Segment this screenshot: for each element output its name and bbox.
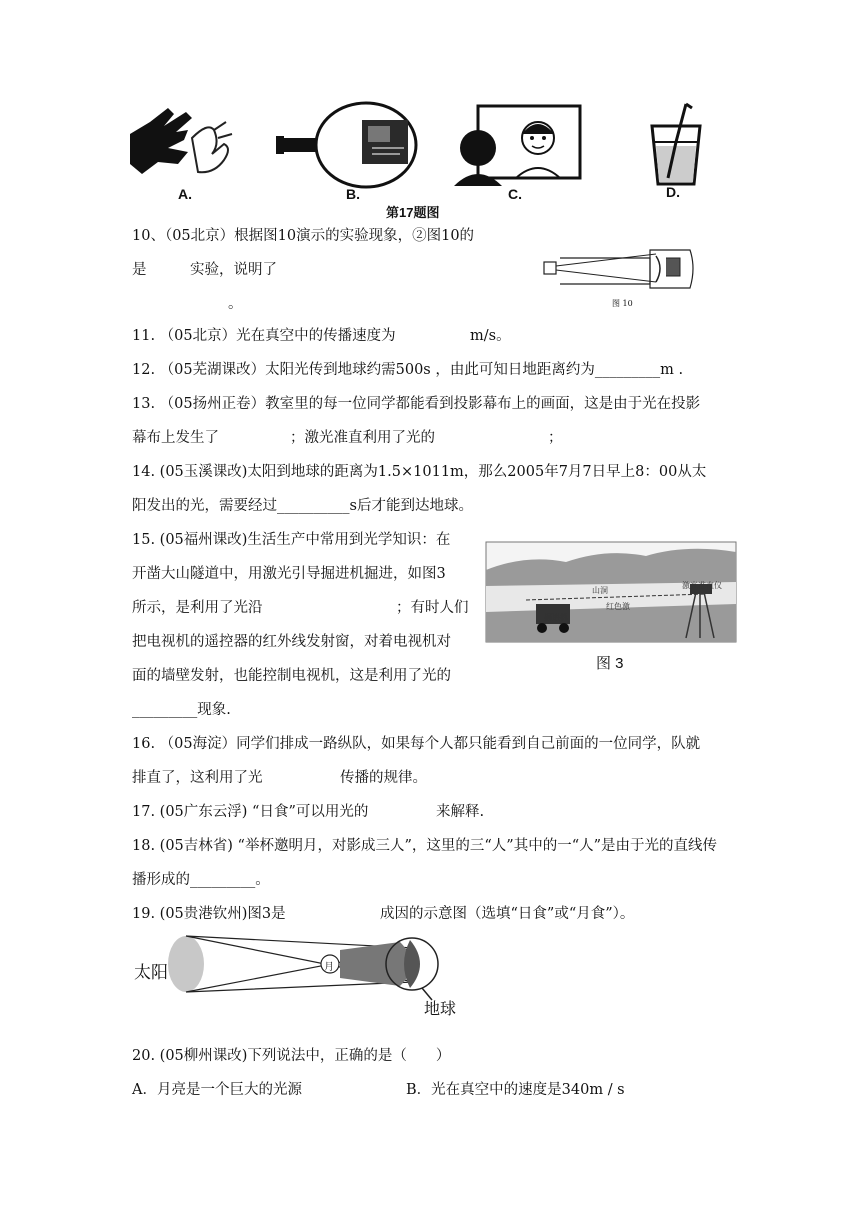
eclipse-diagram [130,934,470,1024]
q15-line3b: ；有时人们 [396,600,469,616]
q18-line2: 播形成的_________。 [132,872,270,888]
q17-tail: 来解释. [436,804,485,820]
q18-line1: 18. (05吉林省) “举杯邀明月，对影成三人”，这里的三“人”其中的一“人”是由于光的直线传 [132,838,718,854]
q19-tail: 成因的示意图（选填“日食”或“月食”）。 [380,906,635,922]
q20-option-b: B．光在真空中的速度是340m / s [406,1082,625,1098]
option-b-label: B. [346,186,360,202]
q15-line4: 把电视机的遥控器的红外线发射窗，对着电视机对 [132,634,451,650]
q17-text: 17. (05广东云浮) “日食”可以用光的 [132,804,369,820]
q15-line1: 15. (05福州课改)生活生产中常用到光学知识：在 [132,532,451,548]
q10-line3: 。 [228,296,243,312]
q15-line3a: 所示，是利用了光沿 [132,600,263,616]
option-a-label: A. [178,186,192,202]
q19-text: 19. (05贵港钦州)图3是 [132,906,286,922]
q14-line2: 阳发出的光，需要经过__________s后才能到达地球。 [132,498,473,514]
tunnel-figure-caption: 图 3 [596,655,624,672]
eclipse-moon-label: 月 [324,962,334,973]
q14-line1: 14. (05玉溪课改)太阳到地球的距离为1.5×1011m，那么2005年7月7日早上8：00从太 [132,464,707,480]
q13-line2b: ；激光准直利用了光的 [290,430,435,446]
q10-line2b: 实验，说明了 [190,262,277,278]
q13-line2c: ； [548,430,563,446]
q10-line2a: 是 [132,262,147,278]
q13-line2a: 幕布上发生了 [132,430,219,446]
figure-10-label: 图 10 [612,299,633,308]
tunnel-figure [486,542,736,642]
tunnel-label-machine: 掘进机 [544,613,568,622]
q15-line5: 面的墙壁发射，也能控制电视机，这是利用了光的 [132,668,451,684]
q16-line1: 16. （05海淀）同学们排成一路纵队，如果每个人都只能看到自己前面的一位同学，队就 [132,736,701,752]
eclipse-sun-label: 太阳 [134,963,168,983]
q15-line6: _________现象. [132,702,231,718]
q20-option-a: A．月亮是一个巨大的光源 [132,1082,302,1098]
magnifier-image [276,102,421,188]
glass-straw-image [646,102,706,186]
tunnel-label-cave: 山洞 [592,586,608,595]
mirror-image [452,104,582,186]
figure-17-caption: 第17题图 [386,205,440,220]
option-d-label: D. [666,184,680,200]
q13-line1: 13. （05扬州正卷）教室里的每一位同学都能看到投影幕布上的画面，这是由于光在投影 [132,396,701,412]
q16-line2b: 传播的规律。 [340,770,427,786]
q12-text: 12. （05芜湖课改）太阳光传到地球约需500s ，由此可知日地距离约为_________m . [132,362,684,378]
q15-line2: 开凿大山隧道中，用激光引导掘进机掘进，如图3 [132,566,446,582]
figure-10-diagram [540,244,700,304]
hand-shadow-image [128,104,238,180]
q11-unit: m/s。 [470,328,511,344]
q20-stem: 20. (05柳州课改)下列说法中，正确的是（ ） [132,1048,451,1064]
option-c-label: C. [508,186,522,202]
q16-line2a: 排直了，这利用了光 [132,770,263,786]
tunnel-label-laser-instrument: 激光准直仪 [682,581,722,590]
q10-line1: 10、（05北京）根据图10演示的实验现象，②图10的 [132,228,475,244]
q11-text: 11. （05北京）光在真空中的传播速度为 [132,328,396,344]
eclipse-earth-label: 地球 [424,999,457,1018]
tunnel-label-red-laser: 红色激 [606,602,630,611]
